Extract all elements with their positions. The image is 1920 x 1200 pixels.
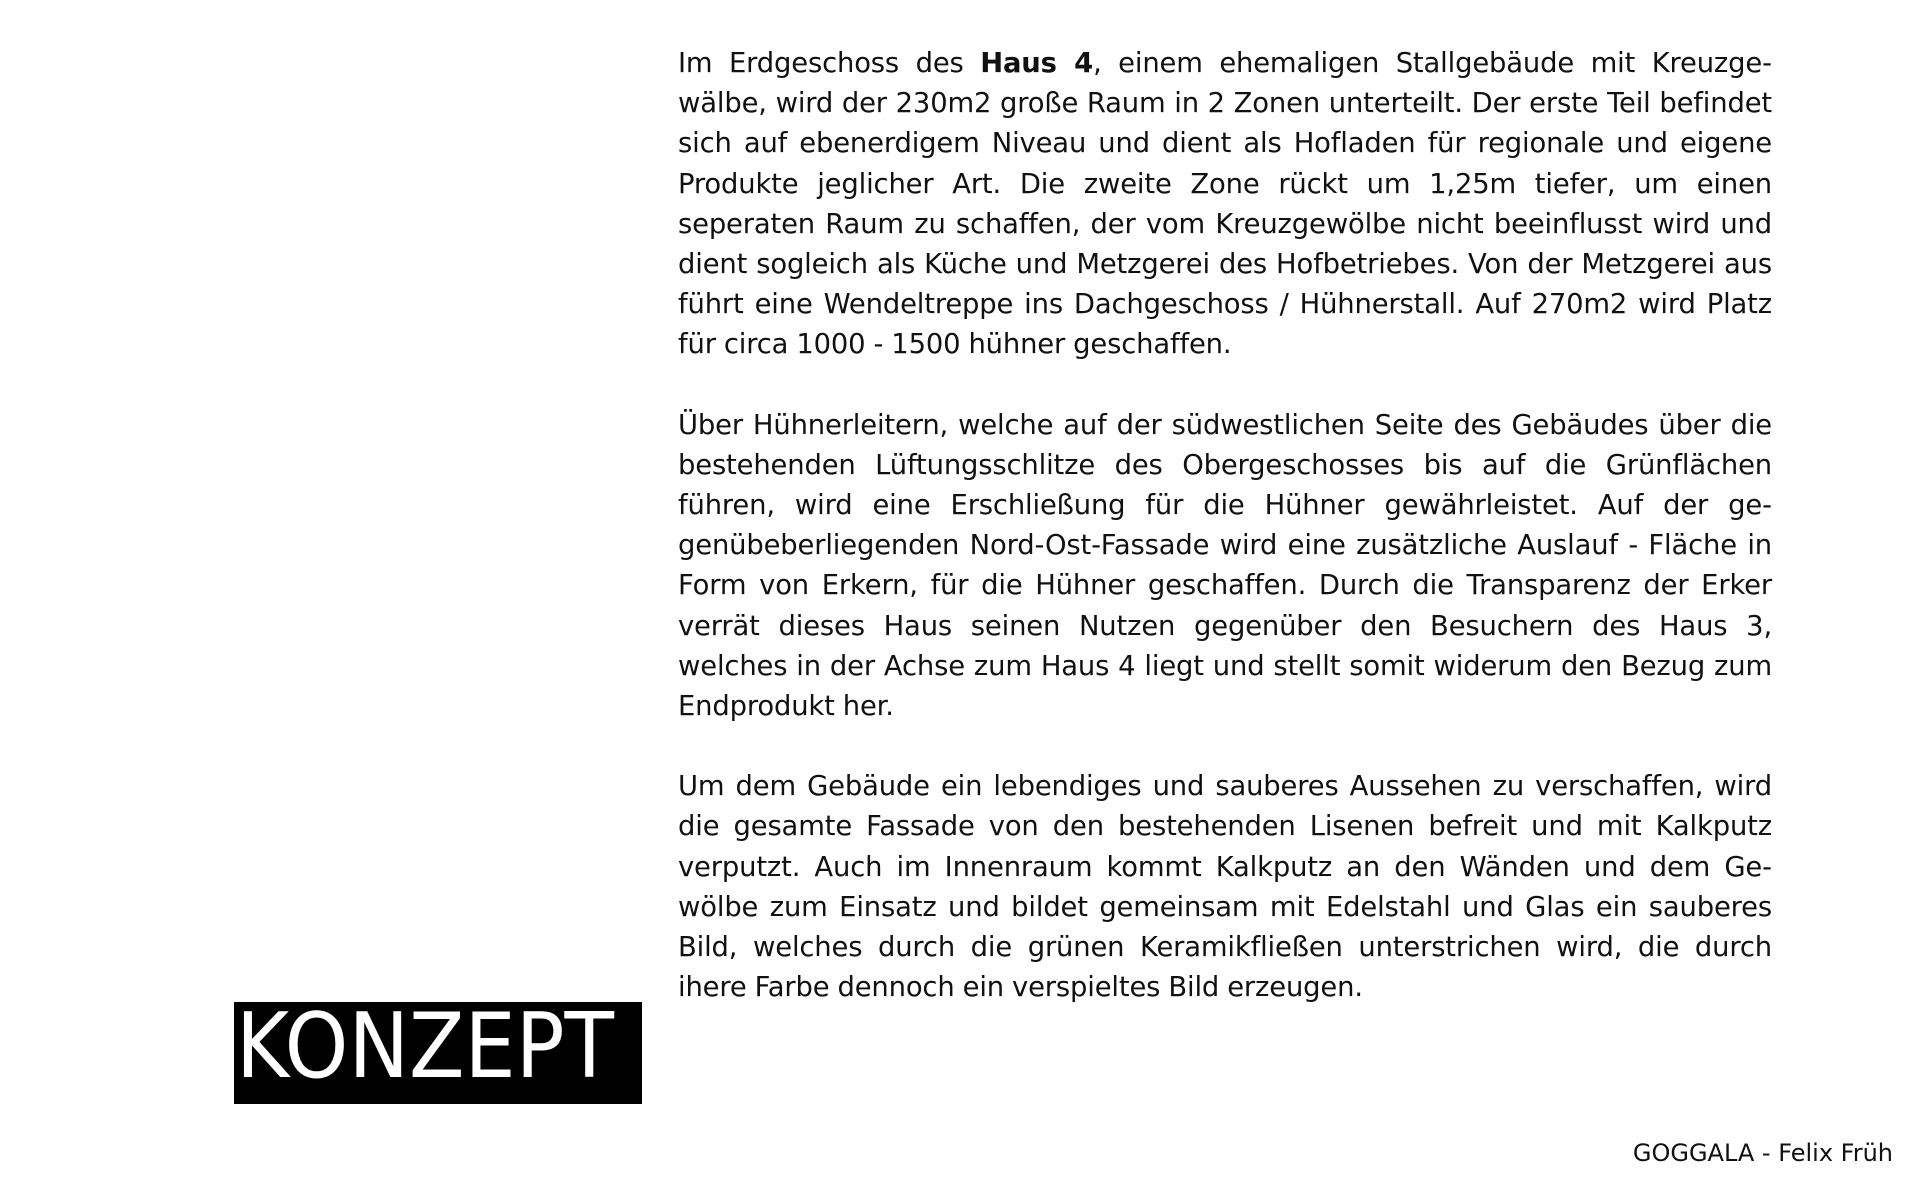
paragraph-3: Um dem Gebäude ein lebendiges und sauberes Aussehen zu verschaffen, wird die gesamte Fassade von den bestehenden Lisenen befreit und mit Kalkputz verputzt. Auch im Innenraum kommt Kalkputz an den Wänden und dem Gewölbe zum Einsatz und bildet gemeinsam mit Edelstahl und Glas ein sauberes Bild, welches durch die grünen Keramikfließen unterstrichen wird, die durch ihere Farbe dennoch ein verspieltes Bild erzeugen. bbox=[678, 771, 1772, 1004]
paragraph-1 bbox=[678, 44, 1772, 366]
paragraph-1-bold-term: Haus 4 bbox=[980, 48, 1094, 79]
footer-credit: GOGGALA - Felix Früh bbox=[1632, 1139, 1893, 1167]
paragraph-1-intro: Im Erdgeschoss des bbox=[678, 48, 981, 79]
paragraph-2: Über Hühnerleitern, welche auf der südwestlichen Seite des Gebäudes über die bestehenden Lüftungsschlitze des Obergeschosses bis auf die Grünflächen führen, wird eine Erschließung für die Hühner gewährleistet. Auf der gegenübeberliegenden Nord-Ost-Fassade wird eine zusätzliche Auslauf - Fläche in Form von Erkern, für die Hühner geschaffen. Durch die Transparenz der Erker verrät dieses Haus seinen Nutzen gegenüber den Besuchern des Haus 3, welches in der Achse zum Haus 4 liegt und stellt somit widerum den Bezug zum Endprodukt her. bbox=[678, 409, 1772, 723]
body-text bbox=[678, 44, 1772, 1048]
section-label-text: KONZEPT bbox=[236, 1002, 615, 1099]
section-label bbox=[234, 1002, 642, 1104]
paragraph-1-rest: , einem ehemaligen Stallgebäude mit Kreuzgewälbe, wird der 230m2 große Raum in 2 Zonen unterteilt. Der erste Teil befindet sich auf ebenerdigem Niveau und dient als Hofladen für regionale und eigene Produkte jeglicher Art. Die zweite Zone rückt um 1,25m tiefer, um einen seperaten Raum zu schaffen, der vom Kreuzgewölbe nicht beeinflusst wird und dient sogleich als Küche und Metzgerei des Hofbetriebes. Von der Metzgerei aus führt eine Wendeltreppe ins Dachgeschoss / Hühnerstall. Auf 270m2 wird Platz für circa 1000 - 1500 hühner geschaffen. bbox=[678, 48, 1772, 361]
